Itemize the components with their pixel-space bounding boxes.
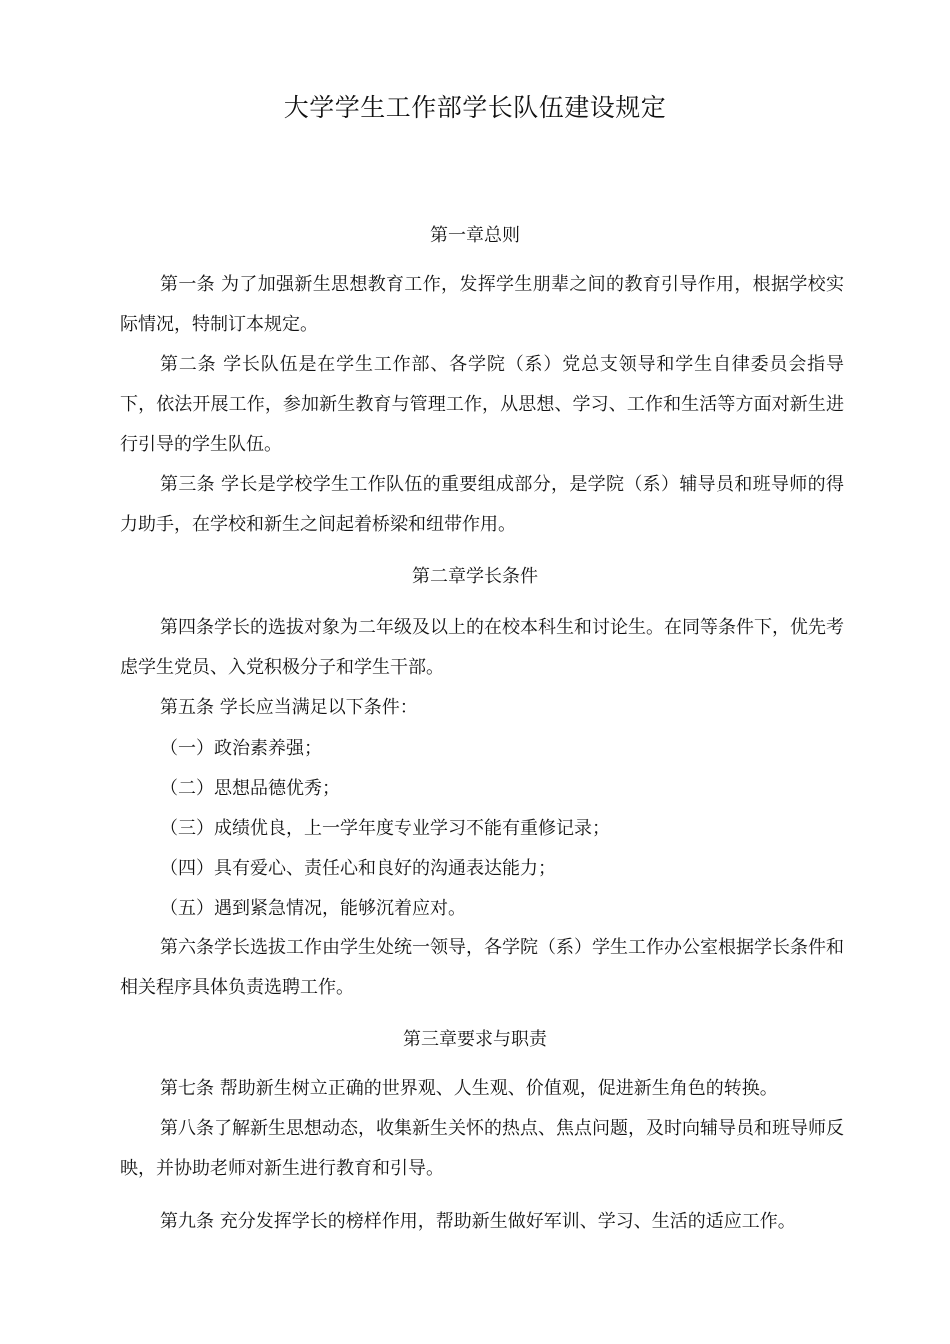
- article-6: 第六条学长选拔工作由学生处统一领导，各学院（系）学生工作办公室根据学长条件和相关程序具体负责选聘工作。: [120, 937, 844, 998]
- article-9: 第九条 充分发挥学长的榜样作用，帮助新生做好军训、学习、生活的适应工作。: [160, 1211, 796, 1232]
- article-2: 第二条 学长队伍是在学生工作部、各学院（系）党总支领导和学生自律委员会指导下，依法开展工作，参加新生教育与管理工作，从思想、学习、工作和生活等方面对新生进行引导的学生队伍。: [120, 354, 844, 455]
- article-1: 第一条 为了加强新生思想教育工作，发挥学生朋辈之间的教育引导作用，根据学校实际情况，特制订本规定。: [120, 274, 844, 335]
- condition-item-1: （一）政治素养强；: [160, 738, 322, 759]
- chapter-2-heading: 第二章学长条件: [412, 566, 538, 587]
- article-7: 第七条 帮助新生树立正确的世界观、人生观、价值观，促进新生角色的转换。: [160, 1078, 778, 1099]
- article-5: 第五条 学长应当满足以下条件：: [160, 697, 418, 718]
- article-4: 第四条学长的选拔对象为二年级及以上的在校本科生和讨论生。在同等条件下，优先考虑学生党员、入党积极分子和学生干部。: [120, 617, 844, 678]
- document-title: 大学学生工作部学长队伍建设规定: [283, 93, 667, 122]
- chapter-1-heading: 第一章总则: [430, 225, 520, 246]
- article-3: 第三条 学长是学校学生工作队伍的重要组成部分，是学院（系）辅导员和班导师的得力助手，在学校和新生之间起着桥梁和纽带作用。: [120, 474, 844, 535]
- article-8: 第八条了解新生思想动态，收集新生关怀的热点、焦点问题，及时向辅导员和班导师反映，并协助老师对新生进行教育和引导。: [120, 1118, 844, 1179]
- condition-item-3: （三）成绩优良，上一学年度专业学习不能有重修记录；: [160, 818, 610, 839]
- condition-item-2: （二）思想品德优秀；: [160, 778, 340, 799]
- chapter-3-heading: 第三章要求与职责: [403, 1029, 547, 1050]
- condition-item-4: （四）具有爱心、责任心和良好的沟通表达能力；: [160, 858, 556, 879]
- condition-item-5: （五）遇到紧急情况，能够沉着应对。: [160, 898, 466, 919]
